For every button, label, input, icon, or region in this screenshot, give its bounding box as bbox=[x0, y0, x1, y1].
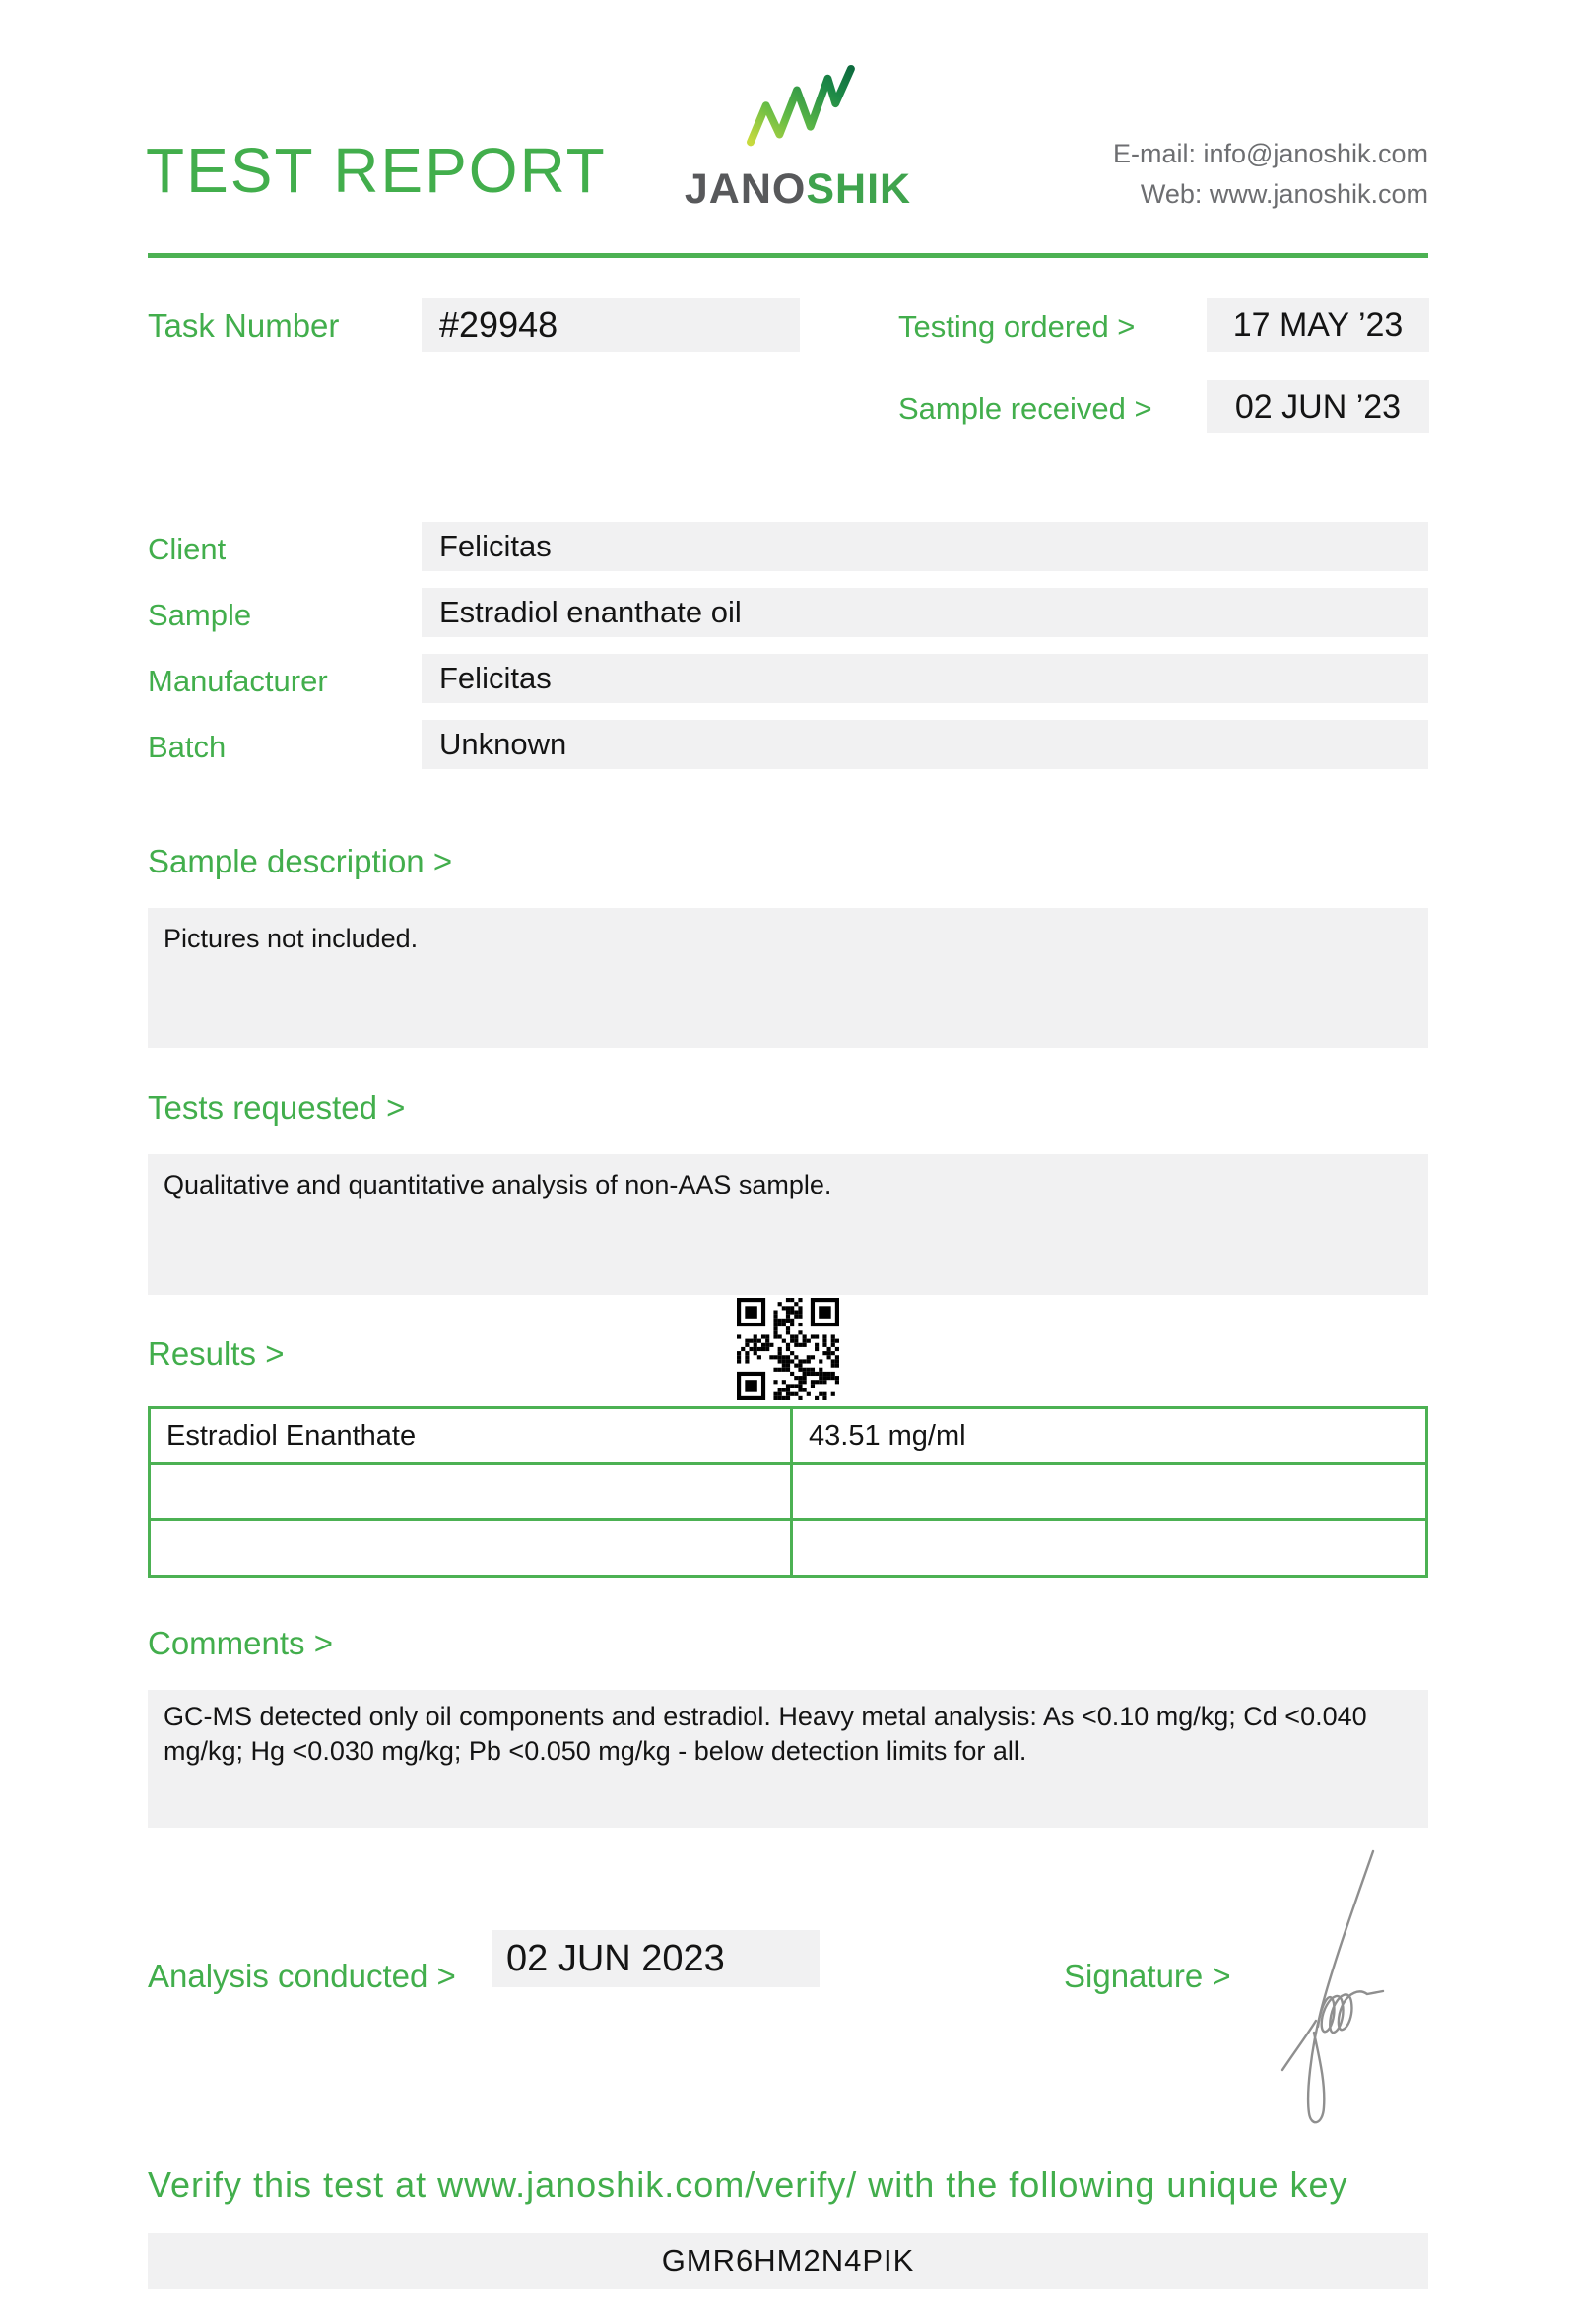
sample-received-value: 02 JUN ’23 bbox=[1234, 388, 1402, 425]
sample-box bbox=[422, 588, 1428, 637]
results-heading: Results > bbox=[148, 1335, 285, 1372]
signature-image bbox=[1263, 1841, 1411, 2142]
brand-name-shik: SHIK bbox=[806, 165, 912, 213]
sample-description-text: Pictures not included. bbox=[164, 924, 419, 953]
result-value-cell bbox=[792, 1520, 1427, 1577]
contact-web: Web: www.janoshik.com bbox=[1140, 179, 1428, 209]
analysis-conducted-label: Analysis conducted > bbox=[148, 1958, 456, 1994]
testing-ordered-label: Testing ordered > bbox=[898, 309, 1136, 344]
task-number-label: Task Number bbox=[148, 307, 340, 344]
result-row bbox=[150, 1520, 1427, 1577]
verify-text: Verify this test at www.janoshik.com/verify/ with the following unique key bbox=[148, 2164, 1348, 2205]
contact-block bbox=[985, 134, 1428, 215]
sample-received-box bbox=[1207, 380, 1429, 433]
sample-label: Sample bbox=[148, 598, 252, 632]
result-name-cell: Estradiol Enanthate bbox=[150, 1408, 792, 1464]
manufacturer-value: Felicitas bbox=[439, 661, 552, 695]
testing-ordered-value: 17 MAY ’23 bbox=[1232, 306, 1404, 344]
tests-requested-heading: Tests requested > bbox=[148, 1089, 406, 1126]
tests-requested-text: Qualitative and quantitative analysis of non-AAS sample. bbox=[164, 1170, 832, 1199]
header-divider bbox=[148, 253, 1428, 258]
result-name-cell bbox=[150, 1464, 792, 1520]
result-row bbox=[150, 1464, 1427, 1520]
task-number-value: #29948 bbox=[439, 304, 558, 345]
analysis-conducted-box bbox=[492, 1930, 820, 1987]
signature-label: Signature > bbox=[1064, 1958, 1231, 1994]
result-row bbox=[150, 1408, 1427, 1464]
analysis-conducted-value: 02 JUN 2023 bbox=[506, 1938, 725, 1979]
client-box bbox=[422, 522, 1428, 571]
batch-box bbox=[422, 720, 1428, 769]
comments-box bbox=[148, 1690, 1428, 1828]
brand-name bbox=[678, 165, 918, 214]
manufacturer-box bbox=[422, 654, 1428, 703]
unique-key-value: GMR6HM2N4PIK bbox=[661, 2243, 915, 2278]
comments-heading: Comments > bbox=[148, 1625, 333, 1661]
comments-text: GC-MS detected only oil components and estradiol. Heavy metal analysis: As <0.10 mg/kg; Cd <0.040 mg/kg; Hg <0.030 mg/kg; Pb <0.050 mg/kg - below detection limits for all. bbox=[164, 1702, 1367, 1766]
client-value: Felicitas bbox=[439, 529, 552, 563]
result-name-cell bbox=[150, 1520, 792, 1577]
batch-label: Batch bbox=[148, 730, 227, 764]
sample-description-box bbox=[148, 908, 1428, 1048]
result-value-cell bbox=[792, 1464, 1427, 1520]
chart-peaks-icon bbox=[741, 63, 857, 168]
result-value-cell: 43.51 mg/ml bbox=[792, 1408, 1427, 1464]
qr-code bbox=[737, 1298, 839, 1405]
brand-name-jano: JANO bbox=[684, 165, 807, 213]
sample-value: Estradiol enanthate oil bbox=[439, 595, 742, 629]
sample-received-label: Sample received > bbox=[898, 391, 1152, 425]
client-label: Client bbox=[148, 532, 227, 566]
results-table bbox=[148, 1406, 1428, 1578]
contact-email: E-mail: info@janoshik.com bbox=[1112, 139, 1428, 168]
tests-requested-box bbox=[148, 1154, 1428, 1295]
sample-description-heading: Sample description > bbox=[148, 843, 453, 879]
manufacturer-label: Manufacturer bbox=[148, 664, 328, 698]
unique-key-box bbox=[148, 2233, 1428, 2289]
testing-ordered-box bbox=[1207, 298, 1429, 352]
task-number-box bbox=[422, 298, 800, 352]
page-title: TEST REPORT bbox=[146, 135, 607, 206]
batch-value: Unknown bbox=[439, 727, 567, 761]
